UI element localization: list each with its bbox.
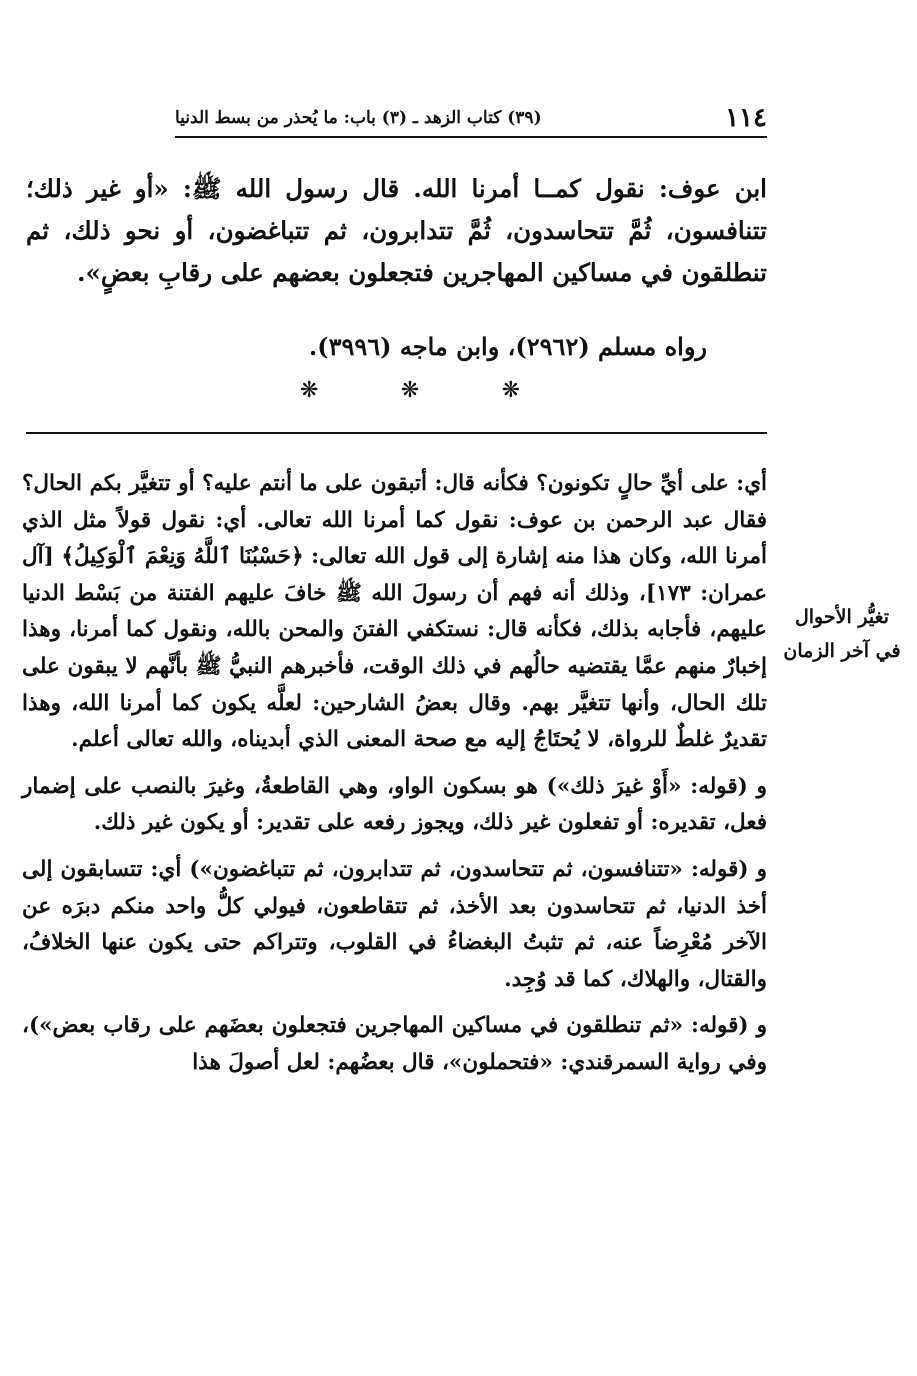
- hadith-source: رواه مسلم (٢٩٦٢)، وابن ماجه (٣٩٩٦).: [308, 332, 707, 361]
- running-title: (٣٩) كتاب الزهد ـ (٣) باب: ما يُحذر من بسط الدنيا: [175, 108, 542, 128]
- page-header: [175, 100, 767, 138]
- commentary-paragraph: و (قوله: «تتنافسون، ثم تتحاسدون، ثم تتدابرون، ثم تتباغضون») أي: تتسابقون إلى أخذ الدنيا، ثم تتحاسدون بعد الأخذ، ثم تتقاطعون، فيولي كلُّ واحد منكم دبرَه عن الآخر مُعْرِضاً عنه، ثم تثبتُ البغضاءُ في القلوب، وتتراكم حتى يكون عنها الخلافُ، والقتال، والهلاك، كما قد وُجِد.: [22, 856, 767, 992]
- commentary-paragraph: و (قوله: «أَوْ غيرَ ذلك») هو بسكون الواو، وهي القاطعةُ، وغيرَ بالنصب على إضمار فعل، تقديره: أو تفعلون غير ذلك، ويجوز رفعه على تقدير: أو يكون غير ذلك.: [22, 773, 767, 836]
- hadith-text: ابن عوف: نقول كمــا أمرنا الله. قال رسول الله ﷺ: «أو غير ذلك؛ تتنافسون، ثُمَّ تتحاسدون، ثُمَّ تتدابرون، ثم تتباغضون، أو نحو ذلك، ثم تنطلقون في مساكين المهاجرين فتجعلون بعضهم على رقابِ بعضٍ».: [26, 174, 767, 287]
- commentary-block: [22, 466, 767, 1092]
- star-ornament-icon: ❋: [300, 378, 319, 403]
- margin-note-line: في آخر الزمان: [783, 640, 901, 662]
- commentary-paragraph: أي: على أيِّ حالٍ تكونون؟ فكأنه قال: أتبقون على ما أنتم عليه؟ أو تتغيَّر بكم الحال؟ فقال عبد الرحمن بن عوف: نقول كما أمرنا الله تعالى. أي: نقول قولاً مثل الذي أمرنا الله، وكان هذا منه إشارة إلى قول الله تعالى: ﴿حَسْبُنَا ٱللَّهُ وَنِعْمَ ٱلْوَكِيلُ﴾ [آل عمران: ١٧٣]، وذلك أنه فهم أن رسولَ الله ﷺ خافَ عليهم الفتنة من بَسْط الدنيا عليهم، فأجابه بذلك، فكأنه قال: نستكفي الفتنَ والمحن بالله، ونقول كما أمرنا، وهذا إخبارٌ منهم عمَّا يقتضيه حالُهم في ذلك الوقت، فأخبرهم النبيُّ ﷺ بأنَّهم لا يبقون على تلك الحال، وأنها تتغيَّر بهم. وقال بعضُ الشارحين: لعلَّه يكون كما أمرنا الله، وهذا تقديرٌ غلطٌ للرواة، لا يُحتَاجُ إليه مع صحة المعنى الذي أبديناه، والله تعالى أعلم.: [22, 471, 767, 753]
- margin-note: [778, 600, 906, 668]
- page-number: ١١٤: [725, 103, 767, 133]
- star-ornament-icon: ❋: [400, 378, 420, 403]
- section-divider: [26, 432, 767, 434]
- margin-note-line: تغيُّر الأحوال: [794, 606, 890, 628]
- commentary-paragraph: و (قوله: «ثم تنطلقون في مساكين المهاجرين فتجعلون بعضَهم على رقاب بعض»)، وفي رواية السمرقندي: «فتحملون»، قال بعضُهم: لعل أصولَ هذا: [22, 1013, 767, 1075]
- hadith-text-block: [26, 168, 767, 294]
- star-ornament-icon: ❋: [501, 378, 520, 403]
- separator-ornament: [300, 378, 520, 414]
